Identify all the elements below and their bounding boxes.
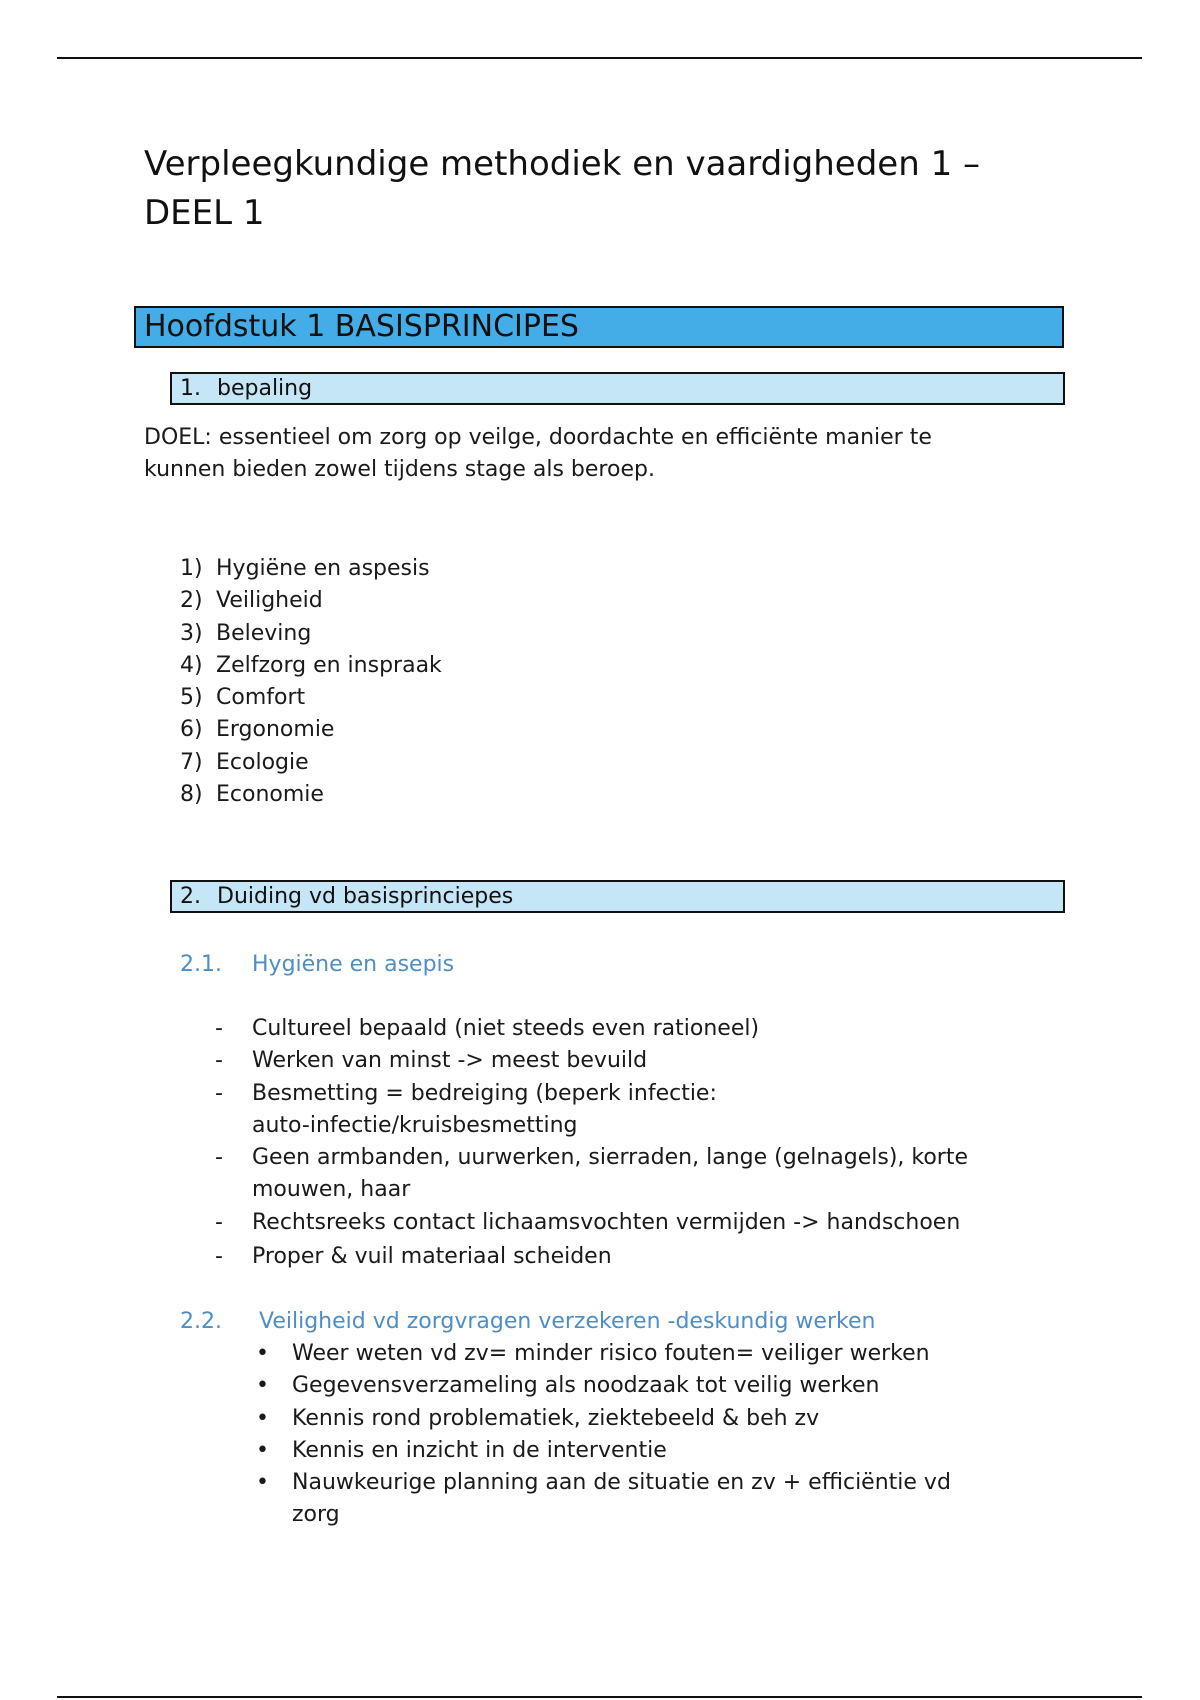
list-item <box>215 1207 1065 1239</box>
list-number: 4) <box>180 652 203 678</box>
list-item <box>215 1142 1065 1207</box>
list-item <box>254 1370 1054 1402</box>
bullet-marker: • <box>256 1405 269 1431</box>
list-text: Veiligheid <box>216 588 323 614</box>
list-text: Werken van minst -> meest bevuild <box>252 1048 648 1074</box>
list-text: Weer weten vd zv= minder risico fouten= veiliger werken <box>292 1341 930 1366</box>
list-text: Hygiëne en aspesis <box>216 556 430 581</box>
list-text: Geen armbanden, uurwerken, sierraden, lange (gelnagels), korte <box>252 1145 969 1171</box>
list-number: 3) <box>180 620 203 646</box>
bullet-marker: • <box>256 1470 269 1496</box>
list-text: Gegevensverzameling als noodzaak tot veilig werken <box>292 1373 880 1399</box>
list-item <box>215 1241 1065 1273</box>
chapter-heading: Hoofdstuk 1 BASISPRINCIPES <box>134 306 1064 348</box>
list-item <box>215 1013 1065 1045</box>
list-item <box>180 553 442 585</box>
list-text: Nauwkeurige planning aan de situatie en zv + efficiëntie vd <box>292 1470 951 1496</box>
principles-list <box>180 553 442 811</box>
subsection-2-1-title: Hygiëne en asepis <box>252 952 455 977</box>
list-item <box>254 1467 1054 1532</box>
list-text: Rechtsreeks contact lichaamsvochten vermijden -> handschoen <box>252 1209 961 1235</box>
goal-line-1: DOEL: essentieel om zorg op veilge, doordachte en efficiënte manier te <box>144 425 932 450</box>
list-item <box>180 618 442 650</box>
document-title <box>144 140 1084 238</box>
section-1-number: 1. <box>180 376 201 401</box>
list-item <box>180 779 442 811</box>
list-item <box>180 714 442 746</box>
dash-marker: - <box>215 1244 223 1270</box>
list-text: Kennis en inzicht in de interventie <box>292 1437 667 1463</box>
list-text: Besmetting = bedreiging (beperk infectie: <box>252 1080 717 1106</box>
dash-marker: - <box>215 1016 223 1041</box>
document-title-line-1: Verpleegkundige methodiek en vaardigheden 1 – <box>144 144 981 184</box>
list-text: Cultureel bepaald (niet steeds even rationeel) <box>252 1016 760 1041</box>
subsection-2-2-title: Veiligheid vd zorgvragen verzekeren -deskundig werken <box>259 1309 876 1334</box>
list-item <box>254 1338 1054 1370</box>
header-rule <box>57 57 1142 59</box>
footer-rule <box>57 1696 1142 1698</box>
section-2-title: Duiding vd basisprinciepes <box>217 884 514 909</box>
list-item <box>180 682 442 714</box>
section-2-heading <box>170 880 1065 913</box>
bullet-marker: • <box>256 1437 269 1463</box>
section-1-heading <box>170 372 1065 405</box>
section-2-number: 2. <box>180 884 201 909</box>
goal-line-2: kunnen bieden zowel tijdens stage als beroep. <box>144 457 655 482</box>
list-item <box>215 1078 1065 1143</box>
bullet-marker: • <box>256 1373 269 1399</box>
list-item <box>254 1403 1054 1435</box>
list-text: Beleving <box>216 620 312 646</box>
list-number: 5) <box>180 685 203 711</box>
subsection-2-1-number: 2.1. <box>180 952 222 977</box>
list-text: Ergonomie <box>216 717 335 743</box>
goal-paragraph <box>144 422 1044 486</box>
list-number: 6) <box>180 717 203 743</box>
list-number: 2) <box>180 588 203 614</box>
list-number: 8) <box>180 782 203 808</box>
list-text: Economie <box>216 782 324 808</box>
list-item <box>254 1435 1054 1467</box>
list-text-continued: zorg <box>292 1502 340 1528</box>
list-item <box>180 650 442 682</box>
dash-marker: - <box>215 1080 223 1106</box>
list-item <box>180 747 442 779</box>
bullet-marker: • <box>256 1341 269 1366</box>
list-text: Zelfzorg en inspraak <box>216 652 442 678</box>
list-item <box>180 585 442 617</box>
dash-marker: - <box>215 1145 223 1171</box>
list-text-continued: mouwen, haar <box>252 1177 411 1203</box>
list-item <box>215 1045 1065 1077</box>
list-text: Kennis rond problematiek, ziektebeeld & beh zv <box>292 1405 820 1431</box>
list-text-continued: auto-infectie/kruisbesmetting <box>252 1112 578 1138</box>
list-number: 1) <box>180 556 203 581</box>
document-title-line-2: DEEL 1 <box>144 193 265 233</box>
subsection-2-2-number: 2.2. <box>180 1309 222 1334</box>
list-text: Comfort <box>216 685 306 711</box>
section-1-title: bepaling <box>217 376 313 401</box>
list-text: Proper & vuil materiaal scheiden <box>252 1244 612 1270</box>
list-text: Ecologie <box>216 749 309 775</box>
dash-marker: - <box>215 1209 223 1235</box>
list-number: 7) <box>180 749 203 775</box>
hygiene-list <box>215 1013 1065 1273</box>
dash-marker: - <box>215 1048 223 1074</box>
safety-list <box>254 1338 1054 1532</box>
